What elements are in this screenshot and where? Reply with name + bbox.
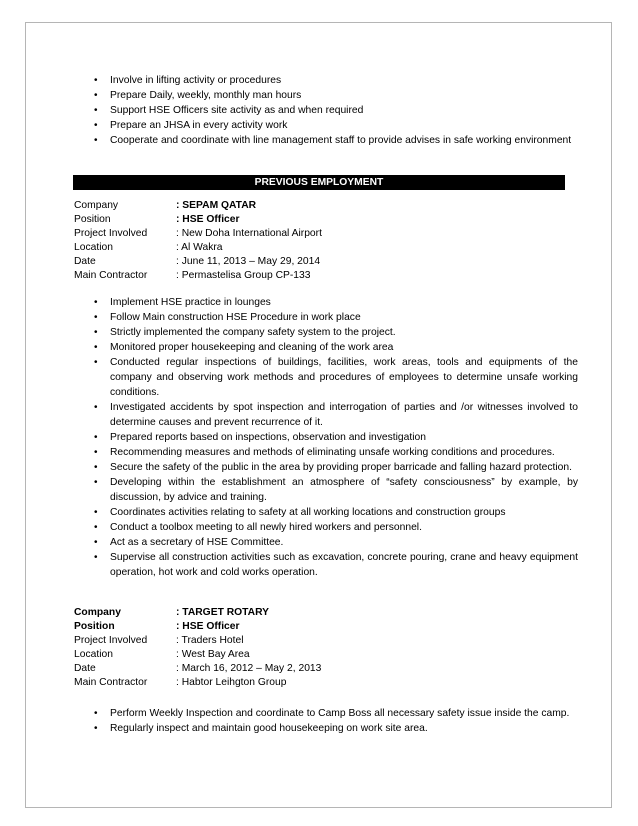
list-item: • Recommending measures and methods of eliminating unsafe working conditions and procedures.: [74, 445, 578, 460]
info-label: Main Contractor: [74, 677, 148, 688]
info-value: : March 16, 2012 – May 2, 2013: [176, 663, 322, 674]
top-bullet-list: [74, 73, 578, 148]
list-item: • Cooperate and coordinate with line management staff to provide advises in safe working environment: [74, 133, 578, 148]
info-value: : Permastelisa Group CP-133: [176, 270, 311, 281]
info-label: Position: [74, 621, 115, 632]
list-item: • Follow Main construction HSE Procedure in work place: [74, 310, 578, 325]
section-heading: PREVIOUS EMPLOYMENT: [73, 175, 565, 190]
info-row-contractor: [74, 269, 322, 283]
info-row-project: [74, 227, 322, 241]
info-row-position: [74, 213, 322, 227]
info-label: Main Contractor: [74, 270, 148, 281]
info-value: : New Doha International Airport: [176, 228, 322, 239]
info-value: : SEPAM QATAR: [176, 200, 257, 211]
list-item: • Involve in lifting activity or procedures: [74, 73, 578, 88]
info-row-project: [74, 634, 321, 648]
info-row-date: [74, 255, 322, 269]
info-row-company: [74, 199, 322, 213]
info-row-contractor: [74, 676, 321, 690]
list-item: • Implement HSE practice in lounges: [74, 295, 578, 310]
info-row-location: [74, 648, 321, 662]
list-item: • Secure the safety of the public in the area by providing proper barricade and falling hazard protection.: [74, 460, 578, 475]
info-label: Date: [74, 663, 96, 674]
list-item: • Investigated accidents by spot inspection and interrogation of parties and /or witnesses involved to determine causes and prevent recurrence of it.: [74, 400, 578, 430]
job1-bullet-list: [74, 295, 578, 580]
info-label: Location: [74, 242, 113, 253]
list-item: • Supervise all construction activities such as excavation, concrete pouring, crane and heavy equipment operation, hot work and cold works operation.: [74, 550, 578, 580]
info-value: : West Bay Area: [176, 649, 250, 660]
info-value: : Habtor Leihgton Group: [176, 677, 287, 688]
info-label: Company: [74, 200, 119, 211]
info-value: : HSE Officer: [176, 621, 240, 632]
job2-bullet-list: [74, 706, 578, 736]
info-value: : Al Wakra: [176, 242, 223, 253]
info-row-date: [74, 662, 321, 676]
list-item: • Developing within the establishment an atmosphere of “safety consciousness” by example, by discussion, by advice and training.: [74, 475, 578, 505]
info-label: Position: [74, 214, 111, 225]
info-value: : HSE Officer: [176, 214, 240, 225]
info-value: : Traders Hotel: [176, 635, 244, 646]
info-row-location: [74, 241, 322, 255]
list-item: • Prepare Daily, weekly, monthly man hours: [74, 88, 578, 103]
list-item: • Coordinates activities relating to safety at all working locations and construction groups: [74, 505, 578, 520]
list-item: • Support HSE Officers site activity as and when required: [74, 103, 578, 118]
list-item: • Prepare an JHSA in every activity work: [74, 118, 578, 133]
list-item: • Conduct a toolbox meeting to all newly hired workers and personnel.: [74, 520, 578, 535]
list-item: • Prepared reports based on inspections, observation and investigation: [74, 430, 578, 445]
info-value: : TARGET ROTARY: [176, 607, 270, 618]
info-row-position: [74, 620, 321, 634]
list-item: • Strictly implemented the company safety system to the project.: [74, 325, 578, 340]
info-label: Project Involved: [74, 228, 148, 239]
list-item: • Perform Weekly Inspection and coordinate to Camp Boss all necessary safety issue inside the camp.: [74, 706, 578, 721]
job2-info: [74, 606, 321, 690]
job1-info: [74, 199, 322, 283]
info-label: Project Involved: [74, 635, 148, 646]
list-item: • Conducted regular inspections of buildings, facilities, work areas, tools and equipments of the company and observing work methods and procedures of employees to determine unsafe working conditions.: [74, 355, 578, 400]
info-label: Company: [74, 607, 121, 618]
list-item: • Regularly inspect and maintain good housekeeping on work site area.: [74, 721, 578, 736]
info-label: Location: [74, 649, 113, 660]
list-item: • Act as a secretary of HSE Committee.: [74, 535, 578, 550]
list-item: • Monitored proper housekeeping and cleaning of the work area: [74, 340, 578, 355]
info-label: Date: [74, 256, 96, 267]
info-value: : June 11, 2013 – May 29, 2014: [176, 256, 321, 267]
info-row-company: [74, 606, 321, 620]
